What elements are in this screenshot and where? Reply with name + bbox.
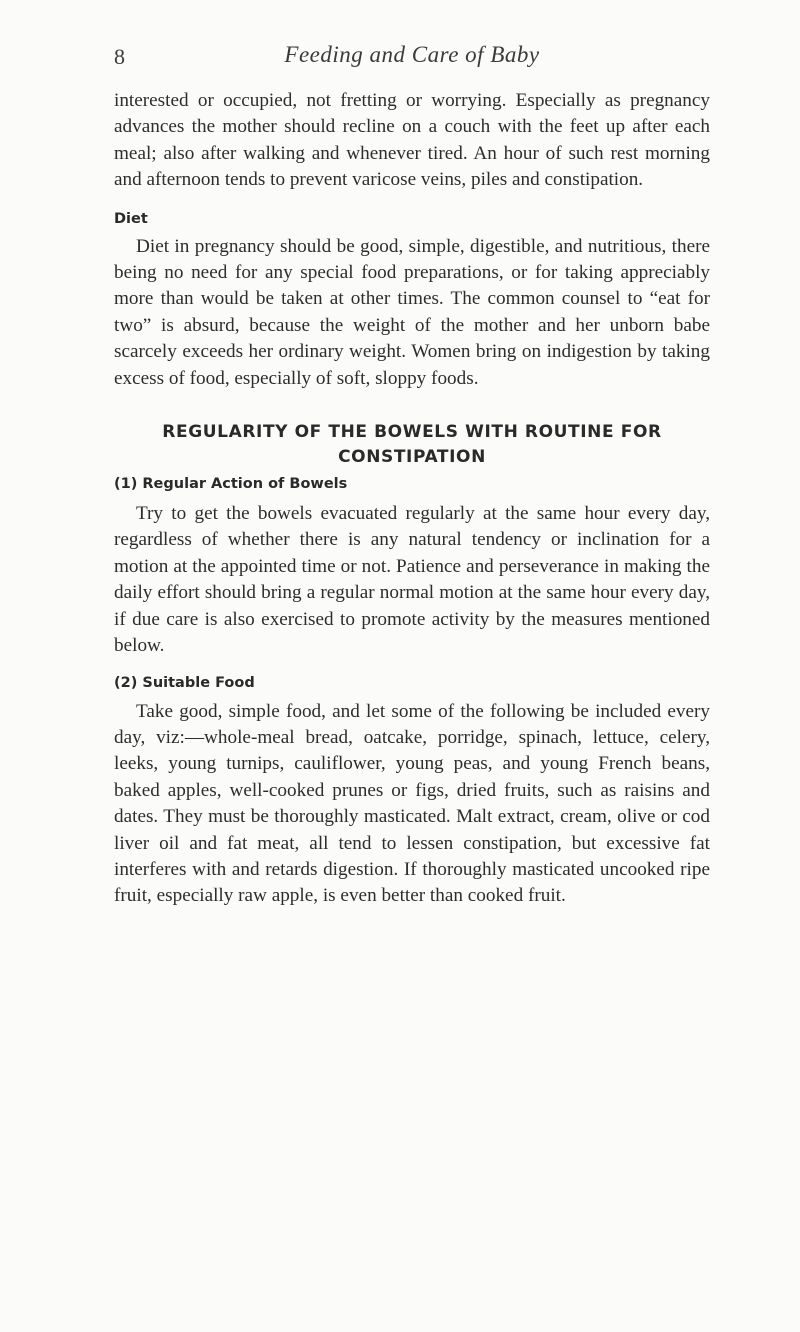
intro-paragraph: interested or occupied, not fretting or worrying. Especially as pregnancy advances the mother should recline on a couch with the feet up after each meal; also after walking and whenever tired. An hour of such rest morning and afternoon tends to prevent varicose veins, piles and constipation. [114, 90, 710, 191]
diet-heading: Diet [114, 210, 148, 227]
suitable-food-heading: (2) Suitable Food [114, 674, 255, 691]
diet-paragraph: Diet in pregnancy should be good, simple, digestible, and nutritious, there being no need for any special food preparations, or for taking appreciably more than would be taken at other times. The common counsel to “eat for two” is absurd, because the weight of the mother and her unborn babe scarcely exceeds her ordinary weight. Women bring on indigestion by taking excess of food, especially of soft, sloppy foods. [114, 235, 710, 389]
regular-action-paragraph: Try to get the bowels evacuated regularly at the same hour every day, regardless of whether there is any natural tendency or inclination for a motion at the appointed time or not. Patience and perseverance in making the daily effort should bring a regular normal motion at the same hour every day, if due care is also exercised to promote activity by the measures mentioned below. [114, 503, 710, 657]
regular-action-heading: (1) Regular Action of Bowels [114, 476, 348, 493]
running-title: Feeding and Care of Baby [284, 42, 540, 67]
section-heading: REGULARITY OF THE BOWELS WITH ROUTINE FOR CONSTIPATION [162, 422, 662, 468]
page-number: 8 [114, 44, 125, 69]
book-page [114, 40, 710, 910]
suitable-food-paragraph: Take good, simple food, and let some of the following be included every day, viz:—whole-meal bread, oatcake, porridge, spinach, lettuce, celery, leeks, young turnips, cauliflower, young peas, and young French beans, baked apples, well-cooked prunes or figs, dried fruits, such as raisins and dates. They must be thoroughly masticated. Malt extract, cream, olive or cod liver oil and fat meat, all tend to lessen constipation, but excessive fat interferes with and retards digestion. If thoroughly masticated uncooked ripe fruit, especially raw apple, is even better than cooked fruit. [114, 700, 710, 907]
running-head [114, 40, 710, 74]
